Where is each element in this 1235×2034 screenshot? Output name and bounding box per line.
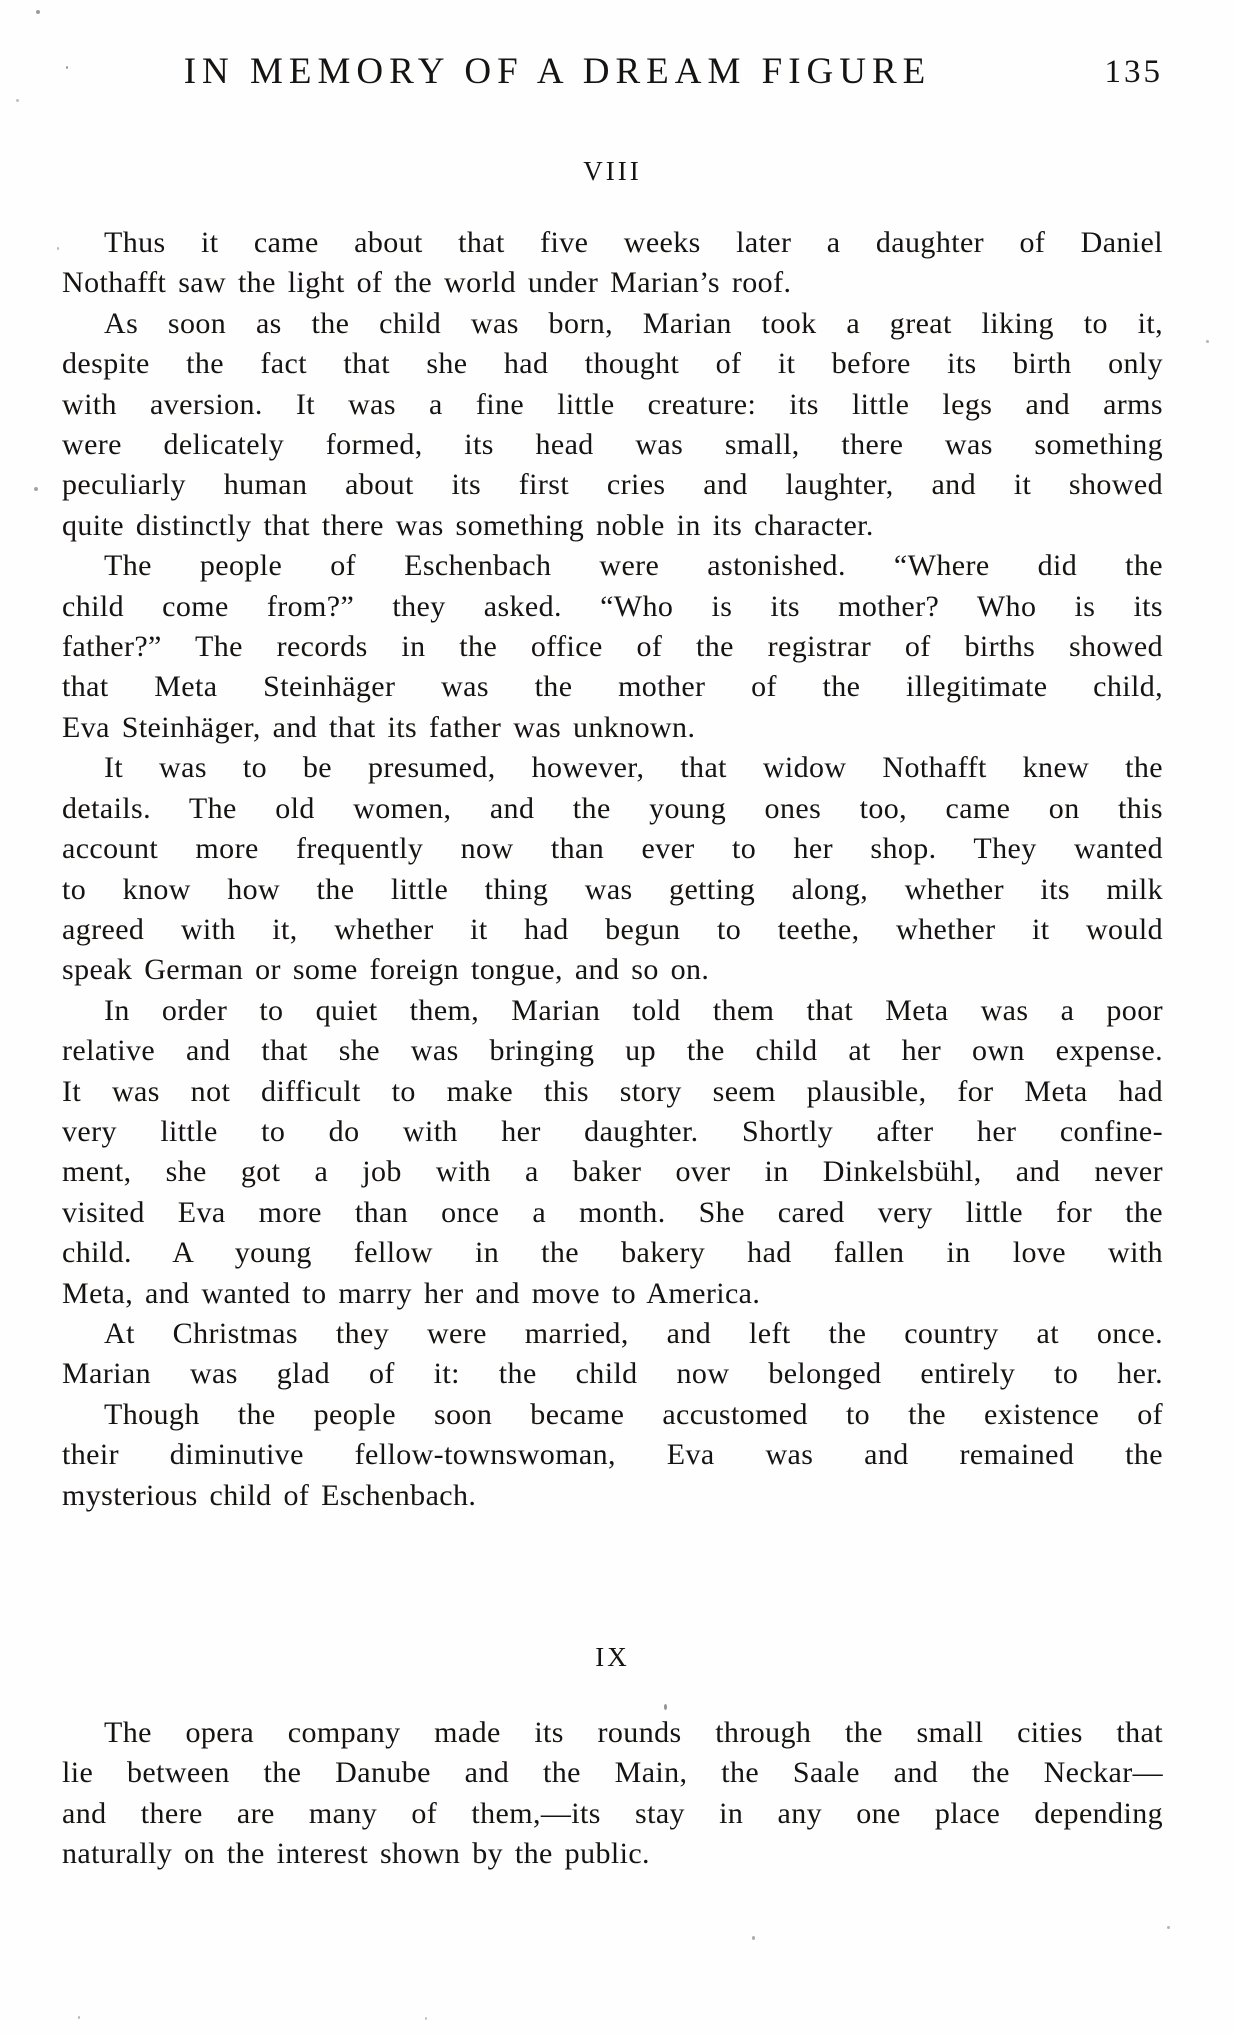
text-line: despite the fact that she had thought of it before its birth only (62, 347, 1163, 381)
text-line: their diminutive fellow-townswoman, Eva was and remained the (62, 1438, 1163, 1472)
text-line: to know how the little thing was getting along, whether its milk (62, 872, 1163, 906)
paragraph (62, 1713, 1163, 1875)
text-line: The opera company made its rounds through the small cities that (104, 1716, 1163, 1749)
running-header-title: IN MEMORY OF A DREAM FIGURE (183, 51, 932, 92)
text-line: very little to do with her daughter. Shortly after her confine- (62, 1114, 1163, 1148)
text-line: Nothafft saw the light of the world under Marian’s roof. (62, 266, 792, 300)
paragraph (62, 223, 1163, 304)
running-header (62, 50, 1163, 98)
text-line: quite distinctly that there was something noble in its character. (62, 508, 874, 542)
scan-speck (36, 10, 40, 14)
text-line: child come from?” they asked. “Who is its mother? Who is its (62, 589, 1163, 623)
text-line: Thus it came about that five weeks later a daughter of Daniel (104, 226, 1163, 259)
text-line: Though the people soon became accustomed to the existence of (104, 1397, 1163, 1431)
text-line: details. The old women, and the young ones too, came on this (62, 791, 1163, 825)
paragraph (62, 1314, 1163, 1395)
text-line: speak German or some foreign tongue, and so on. (62, 953, 710, 987)
text-line: In order to quiet them, Marian told them that Meta was a poor (104, 993, 1163, 1027)
text-line: It was to be presumed, however, that widow Nothafft knew the (104, 751, 1163, 785)
text-line: that Meta Steinhäger was the mother of the illegitimate child, (62, 670, 1163, 704)
scan-speck (1167, 1926, 1170, 1929)
text-line: and there are many of them,—its stay in any one place depending (62, 1796, 1163, 1830)
scan-speck (425, 2017, 427, 2020)
text-line: with aversion. It was a fine little creature: its little legs and arms (62, 387, 1163, 421)
text-line: account more frequently now than ever to her shop. They wanted (62, 832, 1163, 866)
section (62, 1642, 1163, 1875)
text-line: As soon as the child was born, Marian took a great liking to it, (104, 306, 1163, 340)
text-line: child. A young fellow in the bakery had fallen in love with (62, 1236, 1163, 1270)
page-number: 135 (1104, 54, 1163, 90)
paragraph (62, 304, 1163, 546)
text-line: Meta, and wanted to marry her and move to America. (62, 1276, 761, 1310)
scan-speck (34, 487, 38, 491)
paragraph (62, 1395, 1163, 1516)
page-body (62, 156, 1163, 1875)
text-line: At Christmas they were married, and left the country at once. (104, 1316, 1163, 1350)
scan-speck (78, 2016, 80, 2019)
text-line: visited Eva more than once a month. She cared very little for the (62, 1195, 1163, 1229)
text-line: ment, she got a job with a baker over in Dinkelsbühl, and never (62, 1155, 1163, 1189)
scan-speck (57, 247, 59, 250)
text-line: It was not difficult to make this story seem plausible, for Meta had (62, 1074, 1163, 1108)
text-line: peculiarly human about its first cries and laughter, and it showed (62, 468, 1163, 502)
section-heading: VIII (583, 156, 642, 186)
text-column (62, 0, 1163, 1875)
section (62, 156, 1163, 1516)
text-line: lie between the Danube and the Main, the Saale and the Neckar— (62, 1756, 1163, 1790)
text-line: mysterious child of Eschenbach. (62, 1478, 477, 1512)
text-line: relative and that she was bringing up the child at her own expense. (62, 1034, 1163, 1068)
section-heading: IX (595, 1642, 630, 1672)
scan-speck (752, 1936, 755, 1940)
scan-speck (16, 99, 19, 102)
text-line: Marian was glad of it: the child now belonged entirely to her. (62, 1357, 1163, 1391)
text-line: agreed with it, whether it had begun to teethe, whether it would (62, 912, 1163, 946)
text-line: Eva Steinhäger, and that its father was unknown. (62, 710, 696, 744)
text-line: The people of Eschenbach were astonished. “Where did the (104, 549, 1163, 583)
paragraph (62, 546, 1163, 748)
scan-speck (1206, 340, 1209, 343)
text-line: naturally on the interest shown by the public. (62, 1837, 650, 1871)
paragraph (62, 748, 1163, 990)
paragraph (62, 991, 1163, 1314)
text-line: were delicately formed, its head was small, there was something (62, 428, 1163, 462)
text-line: father?” The records in the office of the registrar of births showed (62, 630, 1163, 664)
